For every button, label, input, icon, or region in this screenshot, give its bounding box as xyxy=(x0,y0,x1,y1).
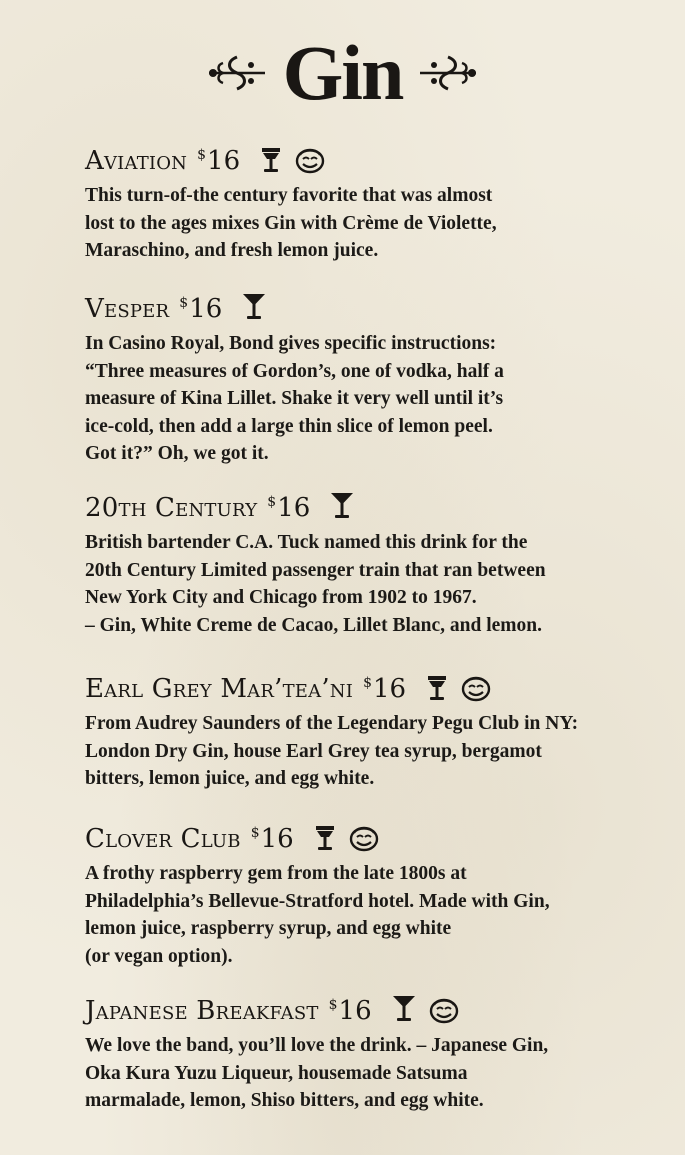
item-name: Aviation xyxy=(85,146,188,176)
martini-glass-icon xyxy=(392,994,416,1024)
item-name: Clover Club xyxy=(85,824,241,854)
menu-item-20th-century xyxy=(85,485,655,639)
item-name: Earl Grey Mar’tea’ni xyxy=(85,674,354,704)
menu-item-aviation xyxy=(85,138,655,265)
item-heading xyxy=(85,988,655,1024)
coupe-glass-icon xyxy=(314,824,336,852)
item-heading xyxy=(85,485,655,521)
item-icons xyxy=(260,146,326,174)
item-heading xyxy=(85,666,655,702)
item-name: Japanese Breakfast xyxy=(85,996,319,1026)
item-price: $16 xyxy=(250,824,294,854)
item-heading xyxy=(85,816,655,852)
item-price: $16 xyxy=(179,294,223,324)
item-description: A frothy raspberry gem from the late 1800s at Philadelphia’s Bellevue-Stratford hotel. Made with Gin, lemon juice, raspberry syrup, and egg white (or vegan option). xyxy=(85,863,550,967)
item-description: From Audrey Saunders of the Legendary Pegu Club in NY: London Dry Gin, house Earl Grey tea syrup, bergamot bitters, lemon juice, and egg white. xyxy=(85,713,579,789)
item-heading xyxy=(85,286,655,322)
item-price: $16 xyxy=(363,674,407,704)
egg-white-icon xyxy=(460,674,492,702)
item-price: $16 xyxy=(197,146,241,176)
egg-white-icon xyxy=(348,824,380,852)
martini-glass-icon xyxy=(242,292,266,322)
item-icons xyxy=(426,674,492,702)
menu-item-clover-club xyxy=(85,816,655,970)
item-price: $16 xyxy=(267,493,311,523)
coupe-glass-icon xyxy=(426,674,448,702)
item-description: In Casino Royal, Bond gives specific instructions: “Three measures of Gordon’s, one of vodka, half a measure of Kina Lillet. Shake it very well until it’s ice-cold, then add a large thin slice of lemon peel. Got it?” Oh, we got it. xyxy=(85,333,504,464)
item-description: British bartender C.A. Tuck named this drink for the 20th Century Limited passenger train that ran between New York City and Chicago from 1902 to 1967. – Gin, White Creme de Cacao, Lillet Blanc, and lemon. xyxy=(85,532,546,636)
item-icons xyxy=(330,491,354,521)
egg-white-icon xyxy=(428,996,460,1024)
item-heading xyxy=(85,138,655,174)
menu-item-earl-grey-martini xyxy=(85,666,655,793)
item-description: We love the band, you’ll love the drink. – Japanese Gin, Oka Kura Yuzu Liqueur, housemade Satsuma marmalade, lemon, Shiso bitters, and egg white. xyxy=(85,1035,549,1111)
item-icons xyxy=(242,292,266,322)
item-icons xyxy=(314,824,380,852)
coupe-glass-icon xyxy=(260,146,282,174)
item-name: 20th Century xyxy=(85,493,258,523)
section-header xyxy=(0,28,685,118)
right-flourish-icon xyxy=(416,51,480,95)
menu-item-japanese-breakfast xyxy=(85,988,655,1115)
item-description: This turn-of-the century favorite that was almost lost to the ages mixes Gin with Crème de Violette, Maraschino, and fresh lemon juice. xyxy=(85,185,497,261)
section-title: Gin xyxy=(282,29,403,116)
menu-item-vesper xyxy=(85,286,655,468)
egg-white-icon xyxy=(294,146,326,174)
left-flourish-icon xyxy=(205,51,269,95)
martini-glass-icon xyxy=(330,491,354,521)
item-icons xyxy=(392,994,460,1024)
item-name: Vesper xyxy=(85,294,170,324)
item-price: $16 xyxy=(328,996,372,1026)
